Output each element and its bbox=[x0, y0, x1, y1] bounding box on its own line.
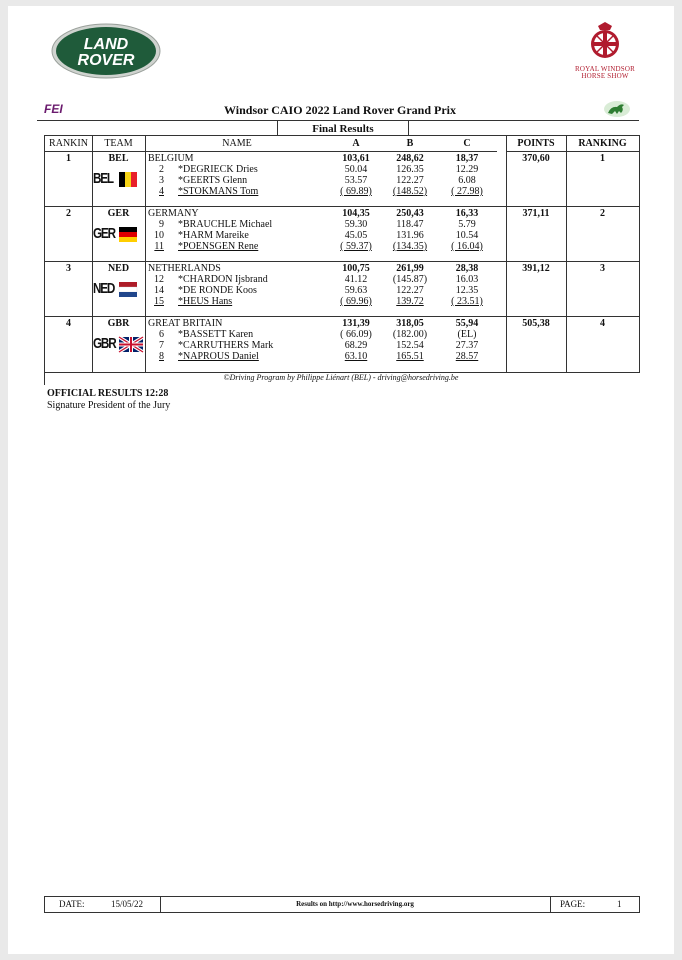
member-score-b: 152.54 bbox=[396, 340, 424, 351]
signature-label: Signature President of the Jury bbox=[47, 400, 171, 411]
member-score-a: 68.29 bbox=[344, 340, 368, 351]
team-ranking: 4 bbox=[600, 318, 605, 329]
flag-gbr-icon bbox=[93, 333, 127, 355]
team-score-b: 261,99 bbox=[396, 263, 424, 274]
member-score-c: ( 23.51) bbox=[451, 296, 483, 307]
member-score-a: ( 69.96) bbox=[340, 296, 372, 307]
page-value: 1 bbox=[617, 899, 622, 909]
team-score-a: 104,35 bbox=[342, 208, 370, 219]
member-name: *CARRUTHERS Mark bbox=[178, 340, 274, 351]
land-rover-logo-line1: LAND bbox=[83, 36, 129, 53]
row-divider bbox=[45, 206, 639, 207]
member-score-c: 16.03 bbox=[455, 274, 479, 285]
member-name: *STOKMANS Tom bbox=[178, 186, 259, 197]
date-value: 15/05/22 bbox=[111, 899, 144, 909]
team-rank: 1 bbox=[66, 153, 71, 164]
member-score-c: 12.35 bbox=[455, 285, 479, 296]
member-number: 3 bbox=[159, 175, 164, 186]
team-rank: 2 bbox=[66, 208, 71, 219]
member-score-b: 131.96 bbox=[396, 230, 424, 241]
member-score-b: 165.51 bbox=[396, 351, 424, 362]
land-rover-logo-line2: ROVER bbox=[77, 52, 135, 69]
team-points: 370,60 bbox=[522, 153, 550, 164]
member-name: *DE RONDE Koos bbox=[178, 285, 257, 296]
member-score-c: 10.54 bbox=[455, 230, 479, 241]
header-team: TEAM bbox=[92, 136, 145, 152]
header-c: C bbox=[437, 136, 497, 152]
member-score-c: 12.29 bbox=[455, 164, 479, 175]
team-score-c: 16,33 bbox=[455, 208, 479, 219]
member-number: 10 bbox=[154, 230, 164, 241]
royal-windsor-line1: ROYAL WINDSOR bbox=[575, 65, 635, 73]
page-label: PAGE: bbox=[560, 899, 586, 909]
member-score-a: 45.05 bbox=[344, 230, 368, 241]
team-score-c: 55,94 bbox=[455, 318, 479, 329]
header-b: B bbox=[383, 136, 437, 152]
member-number: 15 bbox=[154, 296, 164, 307]
member-name: *BRAUCHLE Michael bbox=[178, 219, 273, 230]
flag-ned-icon bbox=[93, 278, 127, 300]
row-divider bbox=[45, 316, 639, 317]
member-score-a: 50.04 bbox=[344, 164, 368, 175]
member-score-c: 6.08 bbox=[458, 175, 476, 186]
member-number: 14 bbox=[154, 285, 164, 296]
team-score-c: 18,37 bbox=[455, 153, 479, 164]
header-ranking: RANKING bbox=[566, 136, 639, 152]
team-ranking: 2 bbox=[600, 208, 605, 219]
flag-bel-icon bbox=[93, 168, 127, 190]
member-score-a: 59.30 bbox=[344, 219, 368, 230]
member-score-b: 118.47 bbox=[396, 219, 424, 230]
member-name: *POENSGEN Rene bbox=[178, 241, 259, 252]
member-name: *HARM Mareike bbox=[178, 230, 249, 241]
team-ranking: 3 bbox=[600, 263, 605, 274]
land-rover-logo bbox=[50, 22, 162, 80]
team-code: GER bbox=[107, 208, 130, 219]
member-number: 7 bbox=[159, 340, 164, 351]
header-name: NAME bbox=[145, 136, 329, 152]
horse-icon bbox=[602, 99, 632, 119]
header-a: A bbox=[329, 136, 383, 152]
member-number: 4 bbox=[159, 186, 164, 197]
team-score-b: 248,62 bbox=[396, 153, 424, 164]
member-score-c: ( 16.04) bbox=[451, 241, 483, 252]
team-score-b: 250,43 bbox=[396, 208, 424, 219]
team-name: NETHERLANDS bbox=[148, 263, 221, 274]
member-number: 9 bbox=[159, 219, 164, 230]
member-score-b: 122.27 bbox=[396, 175, 424, 186]
team-points: 371,11 bbox=[522, 208, 550, 219]
header-rankin: RANKIN bbox=[45, 136, 92, 152]
member-score-a: 63.10 bbox=[344, 351, 368, 362]
row-divider bbox=[45, 261, 639, 262]
team-points: 505,38 bbox=[522, 318, 550, 329]
date-label: DATE: bbox=[59, 899, 85, 909]
member-score-b: (182.00) bbox=[392, 329, 428, 340]
member-score-c: ( 27.98) bbox=[451, 186, 483, 197]
final-results-label: Final Results bbox=[277, 120, 409, 136]
member-name: *HEUS Hans bbox=[178, 296, 233, 307]
flag-code-label: BEL bbox=[93, 170, 113, 187]
member-score-a: ( 59.37) bbox=[340, 241, 372, 252]
member-name: *CHARDON Ijsbrand bbox=[178, 274, 268, 285]
team-name: BELGIUM bbox=[148, 153, 194, 164]
column-divider bbox=[566, 136, 567, 372]
royal-windsor-line2: HORSE SHOW bbox=[581, 72, 629, 80]
member-score-a: ( 69.89) bbox=[340, 186, 372, 197]
member-score-b: 139.72 bbox=[396, 296, 424, 307]
member-number: 11 bbox=[154, 241, 164, 252]
flag-code-label: GER bbox=[93, 225, 115, 242]
team-code: GBR bbox=[107, 318, 130, 329]
member-score-a: ( 66.09) bbox=[340, 329, 372, 340]
official-results: OFFICIAL RESULTS 12:28 bbox=[47, 388, 169, 399]
team-rank: 3 bbox=[66, 263, 71, 274]
column-divider bbox=[506, 136, 507, 372]
results-table bbox=[44, 135, 640, 373]
member-number: 2 bbox=[159, 164, 164, 175]
member-score-c: 27.37 bbox=[455, 340, 479, 351]
flag-code-label: GBR bbox=[93, 335, 116, 352]
team-code: BEL bbox=[108, 153, 129, 164]
team-ranking: 1 bbox=[600, 153, 605, 164]
footer-divider bbox=[550, 897, 551, 912]
flag-ger-icon bbox=[93, 223, 127, 245]
member-score-b: 122.27 bbox=[396, 285, 424, 296]
copyright-line: ©Driving Program by Philippe Liénart (BEL) - driving@horsedriving.be bbox=[223, 373, 459, 382]
member-name: *GEERTS Glenn bbox=[178, 175, 248, 186]
member-name: *BASSETT Karen bbox=[178, 329, 254, 340]
member-score-c: (EL) bbox=[457, 329, 477, 340]
team-score-b: 318,05 bbox=[396, 318, 424, 329]
member-name: *DEGRIECK Dries bbox=[178, 164, 258, 175]
member-score-a: 41.12 bbox=[344, 274, 368, 285]
member-score-a: 59.63 bbox=[344, 285, 368, 296]
member-score-b: 126.35 bbox=[396, 164, 424, 175]
member-number: 12 bbox=[154, 274, 164, 285]
member-number: 8 bbox=[159, 351, 164, 362]
member-score-c: 5.79 bbox=[458, 219, 476, 230]
member-name: *NAPROUS Daniel bbox=[178, 351, 259, 362]
header-points: POINTS bbox=[506, 136, 566, 152]
team-points: 391,12 bbox=[522, 263, 550, 274]
team-code: NED bbox=[107, 263, 130, 274]
member-score-b: (148.52) bbox=[392, 186, 428, 197]
footer-bar bbox=[44, 896, 640, 913]
team-rank: 4 bbox=[66, 318, 71, 329]
page-title: Windsor CAIO 2022 Land Rover Grand Prix bbox=[223, 103, 457, 117]
team-name: GREAT BRITAIN bbox=[148, 318, 223, 329]
team-score-a: 103,61 bbox=[342, 153, 370, 164]
flag-code-label: NED bbox=[93, 280, 115, 297]
team-score-a: 100,75 bbox=[342, 263, 370, 274]
fei-logo: FEI bbox=[44, 102, 63, 116]
member-number: 6 bbox=[159, 329, 164, 340]
member-score-a: 53.57 bbox=[344, 175, 368, 186]
member-score-b: (145.87) bbox=[392, 274, 428, 285]
royal-windsor-logo-text bbox=[558, 66, 652, 80]
member-score-c: 28.57 bbox=[455, 351, 479, 362]
member-score-b: (134.35) bbox=[392, 241, 428, 252]
results-url: Results on http://www.horsedriving.org bbox=[296, 900, 414, 908]
team-score-c: 28,38 bbox=[455, 263, 479, 274]
team-name: GERMANY bbox=[148, 208, 199, 219]
team-score-a: 131,39 bbox=[342, 318, 370, 329]
